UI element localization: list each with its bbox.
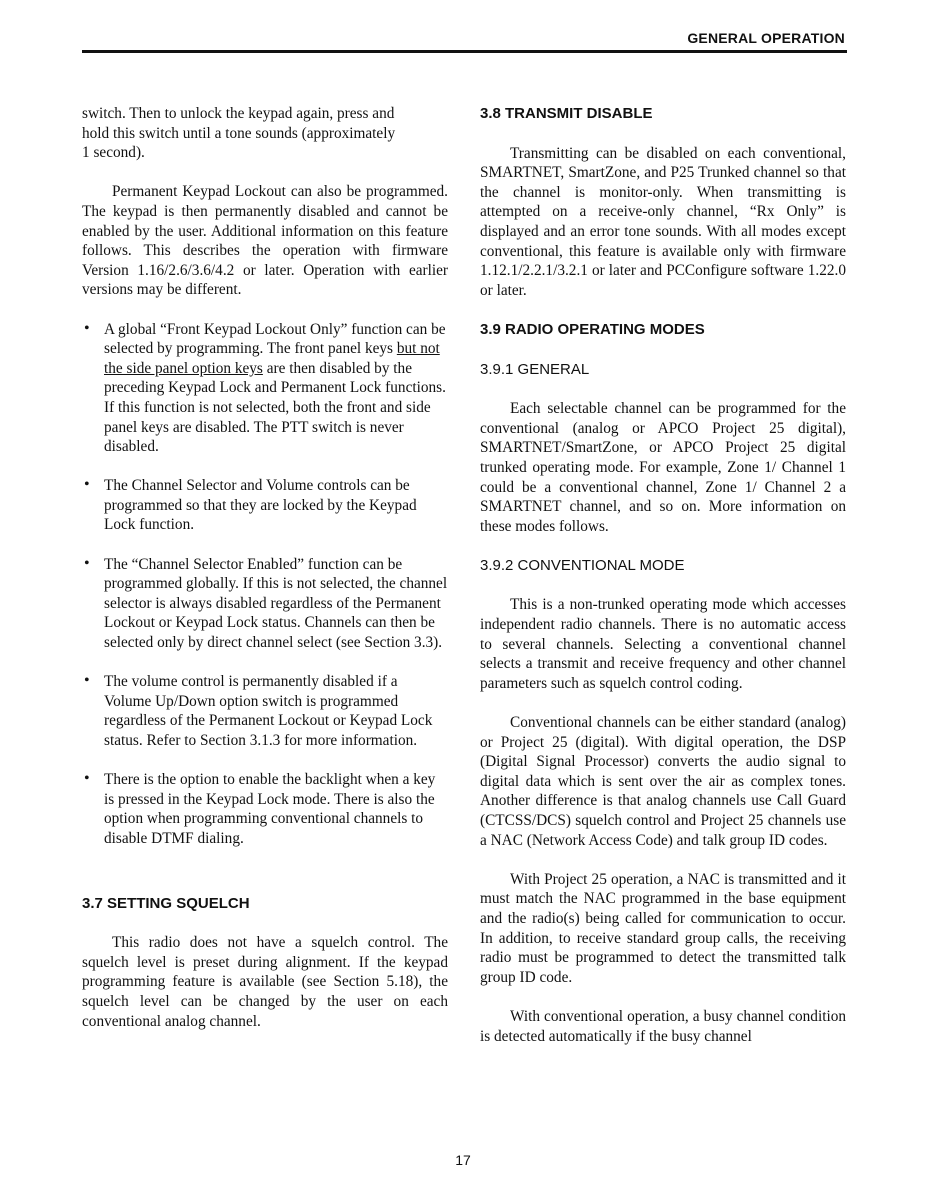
intro-paragraph: switch. Then to unlock the keypad again, press and hold this switch until a tone sounds (approximately 1 second). — [82, 105, 396, 162]
bullet-backlight: • There is the option to enable the backlight when a key is pressed in the Keypad Lock mode. There is also the option when programming conventional channels to disable DTMF dialing. — [82, 770, 448, 848]
general-paragraph: Each selectable channel can be programmed for the conventional (analog or APCO Project 25 digital), SMARTNET/SmartZone, or APCO Project 25 digital trunked operating mode. For example, Zone 1/ Channel 1 could be a conventional channel, Zone 1/ Channel 2 a SMARTNET channel, and so on. More information on these modes follows. — [480, 400, 846, 535]
section-heading-squelch: 3.7 SETTING SQUELCH — [82, 894, 250, 912]
subsection-heading-conventional: 3.9.2 CONVENTIONAL MODE — [480, 556, 685, 574]
left-column — [82, 104, 448, 1051]
header-rule — [82, 50, 847, 53]
right-column — [480, 104, 846, 1066]
subsection-heading-general: 3.9.1 GENERAL — [480, 360, 590, 378]
conventional-paragraph-2: Conventional channels can be either standard (analog) or Project 25 (digital). With digital operation, the DSP (Digital Signal Processor) converts the audio signal to digital data which is sent over the air as complex tones. Another difference is that analog channels use Call Guard (CTCSS/DCS) squelch control and Project 25 channels use a NAC (Network Access Code) and talk group ID codes. — [480, 714, 846, 849]
bullet-channel-volume: • The Channel Selector and Volume controls can be programmed so that they are locked by the Keypad Lock function. — [82, 476, 448, 535]
page-number: 17 — [455, 1152, 471, 1168]
transmit-paragraph: Transmitting can be disabled on each conventional, SMARTNET, SmartZone, and P25 Trunked channel so that the channel is monitor-only. When transmitting is attempted on a receive-only channel, “Rx Only” is displayed and an error tone sounds. With all modes except conventional, this feature is available only with firmware 1.12.1/2.2.1/3.2.1 or later and PCConfigure software 1.22.0 or later. — [480, 144, 846, 299]
squelch-paragraph: This radio does not have a squelch control. The squelch level is preset during alignment. If the keypad programming feature is available (see Section 5.18), the squelch level can be changed by the user on each conventional analog channel. — [82, 934, 448, 1030]
section-heading-modes: 3.9 RADIO OPERATING MODES — [480, 320, 705, 338]
header-title: GENERAL OPERATION — [687, 30, 845, 46]
section-heading-transmit: 3.8 TRANSMIT DISABLE — [480, 105, 653, 122]
conventional-paragraph-1: This is a non-trunked operating mode which accesses independent radio channels. There is no automatic access to several channels. Selecting a conventional channel selects a transmit and receive frequency and other channel parameters such as squelch control coding. — [480, 596, 846, 692]
bullet-channel-selector: • The “Channel Selector Enabled” function can be programmed globally. If this is not selected, the channel selector is always disabled regardless of the Permanent Lockout or Keypad Lock status. Channels can then be selected only by direct channel select (see Section 3.3). — [82, 555, 448, 653]
page-header — [82, 28, 847, 50]
permanent-lockout-paragraph: Permanent Keypad Lockout can also be programmed. The keypad is then permanently disabled and cannot be enabled by the user. Additional information on this feature follows. This describes the operation with firmware Version 1.16/2.6/3.6/4.2 or later. Operation with earlier versions may be different. — [82, 183, 448, 299]
bullet-volume-control: • The volume control is permanently disabled if a Volume Up/Down option switch is programmed regardless of the Permanent Lockout or Keypad Lock status. Refer to Section 3.1.3 for more information. — [82, 672, 448, 750]
bullet-front-keypad: • A global “Front Keypad Lockout Only” function can be selected by programming. The front panel keys but not the side panel option keys are then disabled by the preceding Keypad Lock and Permanent Lock functions. If this function is not selected, both the front and side panel keys are disabled. The PTT switch is never disabled. — [82, 320, 448, 457]
conventional-paragraph-4: With conventional operation, a busy channel condition is detected automatically if the busy channel — [480, 1007, 846, 1045]
conventional-paragraph-3: With Project 25 operation, a NAC is transmitted and it must match the NAC programmed in the base equipment and the radio(s) being called for communication to occur. In addition, to receive standard group calls, the receiving radio must be programmed to detect the transmitted talk group ID code. — [480, 870, 846, 986]
underlined-text: but not the side panel option keys — [104, 340, 440, 377]
lockout-bullet-list — [82, 320, 448, 849]
